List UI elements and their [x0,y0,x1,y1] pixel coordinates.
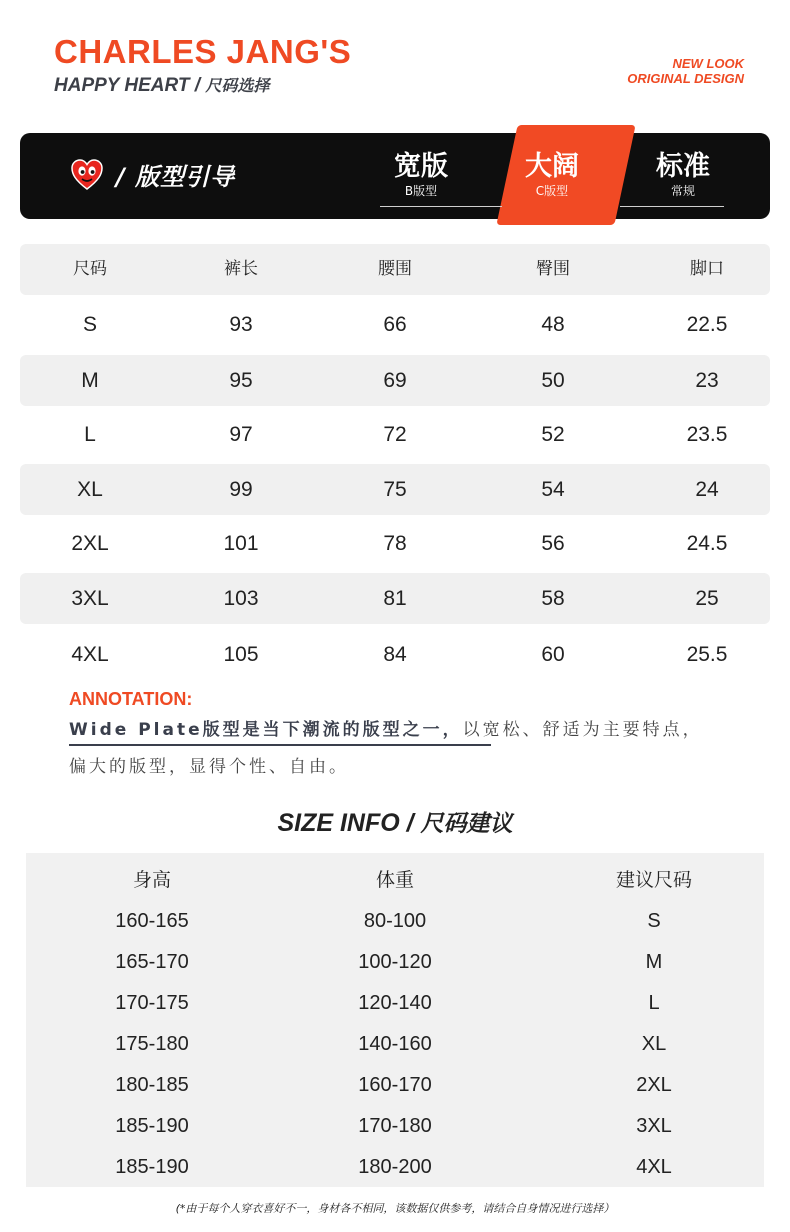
table-cell: 4XL [71,643,109,666]
table-cell: 180-200 [358,1156,432,1178]
table-cell: 120-140 [358,992,432,1014]
table-cell: 180-185 [115,1074,189,1096]
fit-option-wide[interactable] [361,151,481,199]
tagline-original-design: ORIGINAL DESIGN [627,71,744,86]
fit-option-extra-wide[interactable] [492,151,612,199]
annotation-bold-text: Wide Plate版型是当下潮流的版型之一， [69,720,463,740]
table-cell: 170-180 [358,1115,432,1137]
table-row [20,299,770,350]
fit-option-code: 常规 [670,184,695,198]
table-cell: 165-170 [115,951,189,973]
table-cell: 99 [229,478,253,501]
table-row [26,1147,764,1188]
table-cell: 69 [383,369,407,392]
table-cell: 4XL [636,1156,672,1178]
table-cell: L [84,423,96,446]
table-cell: 185-190 [115,1115,189,1137]
table-cell: 140-160 [358,1033,432,1055]
table-cell: 24.5 [686,532,728,555]
table-cell: 100-120 [358,951,432,973]
brand-subtitle [54,73,351,97]
fit-guide-label: / 版型引导 [116,163,236,191]
table-cell: 80-100 [363,910,427,932]
table-row [26,983,764,1024]
table-cell: 58 [541,587,565,610]
table-row [20,409,770,460]
table-cell: 25.5 [686,643,728,666]
table-cell: 66 [383,313,407,336]
table-cell: 54 [541,478,565,501]
fit-option-code: B版型 [404,184,438,198]
table-cell: 95 [229,369,253,392]
footnote: (*由于每个人穿衣喜好不一，身材各不相同，该数据仅供参考，请结合自身情况进行选择） [175,1202,615,1215]
fit-option-name: 大阔 [525,151,579,182]
table-cell: 97 [229,423,253,446]
table-cell: 22.5 [686,313,728,336]
table-row [26,901,764,942]
table-cell: 160-170 [358,1074,432,1096]
fit-option-code: C版型 [535,184,569,198]
size-info-header [26,860,764,901]
table-cell: 60 [541,643,565,666]
table-cell: 160-165 [115,910,189,932]
brand-header [54,34,351,97]
table-cell: 185-190 [115,1156,189,1178]
size-info-title [0,805,790,838]
header-cell: 臀围 [536,259,570,279]
fit-guide-bar [20,133,770,219]
table-cell: 93 [229,313,253,336]
annotation-line-1 [69,715,703,740]
annotation-underline [69,744,491,746]
annotation-rest-text: 以宽松、舒适为主要特点， [462,720,703,740]
header-cell: 体重 [375,869,414,891]
annotation-heading: ANNOTATION: [69,689,193,709]
fit-option-name: 标准 [656,151,710,182]
table-cell: 170-175 [115,992,189,1014]
table-row [26,942,764,983]
header-cell: 裤长 [224,259,258,279]
table-cell: XL [641,1033,667,1055]
size-info-title-cn: 尺码建议 [420,811,513,837]
brand-title: CHARLES JANG'S [54,33,352,70]
fit-underline-left [380,206,502,207]
brand-subtitle-en: HAPPY HEART / [54,75,201,96]
table-cell: 23.5 [686,423,728,446]
table-row [20,573,770,624]
table-row [20,629,770,680]
fit-option-name: 宽版 [394,151,448,182]
table-cell: 23 [695,369,719,392]
brand-subtitle-cn: 尺码选择 [205,78,270,95]
table-cell: XL [77,478,103,501]
fit-underline-right [620,206,724,207]
header-cell: 腰围 [378,259,412,279]
table-cell: L [648,992,660,1014]
table-cell: S [82,313,97,336]
table-cell: 175-180 [115,1033,189,1055]
table-cell: 24 [695,478,719,501]
table-row [26,1024,764,1065]
tagline [627,56,744,86]
table-cell: 25 [695,587,719,610]
size-info-title-en: SIZE INFO / [277,809,414,837]
fit-guide [70,157,235,192]
header-cell: 脚口 [690,259,724,279]
table-cell: 78 [383,532,407,555]
table-cell: 81 [383,587,407,610]
table-row [20,518,770,569]
fit-option-standard[interactable] [623,151,743,199]
table-cell: 75 [383,478,407,501]
table-cell: 2XL [71,532,109,555]
table-cell: 101 [223,532,259,555]
table-cell: 52 [541,423,565,446]
header-cell: 尺码 [73,259,107,279]
table-cell: 84 [383,643,407,666]
header-cell: 建议尺码 [615,869,692,891]
table-row [26,1106,764,1147]
table-cell: 2XL [636,1074,672,1096]
table-cell: 48 [541,313,565,336]
table-cell: M [645,951,663,973]
table-row [26,1065,764,1106]
heart-logo-icon [70,158,104,192]
table-cell: 50 [541,369,565,392]
size-info-panel [26,853,764,1187]
tagline-new-look: NEW LOOK [672,56,744,71]
annotation-line-2: 偏大的版型，显得个性、自由。 [69,757,349,777]
table-cell: 56 [541,532,565,555]
table-cell: 3XL [71,587,109,610]
size-table-header [20,244,770,295]
table-cell: S [647,910,661,932]
table-cell: M [81,369,99,392]
table-cell: 3XL [636,1115,672,1137]
table-cell: 72 [383,423,407,446]
table-cell: 105 [223,643,259,666]
header-cell: 身高 [132,869,171,891]
table-row [20,464,770,515]
table-cell: 103 [223,587,259,610]
table-row [20,355,770,406]
